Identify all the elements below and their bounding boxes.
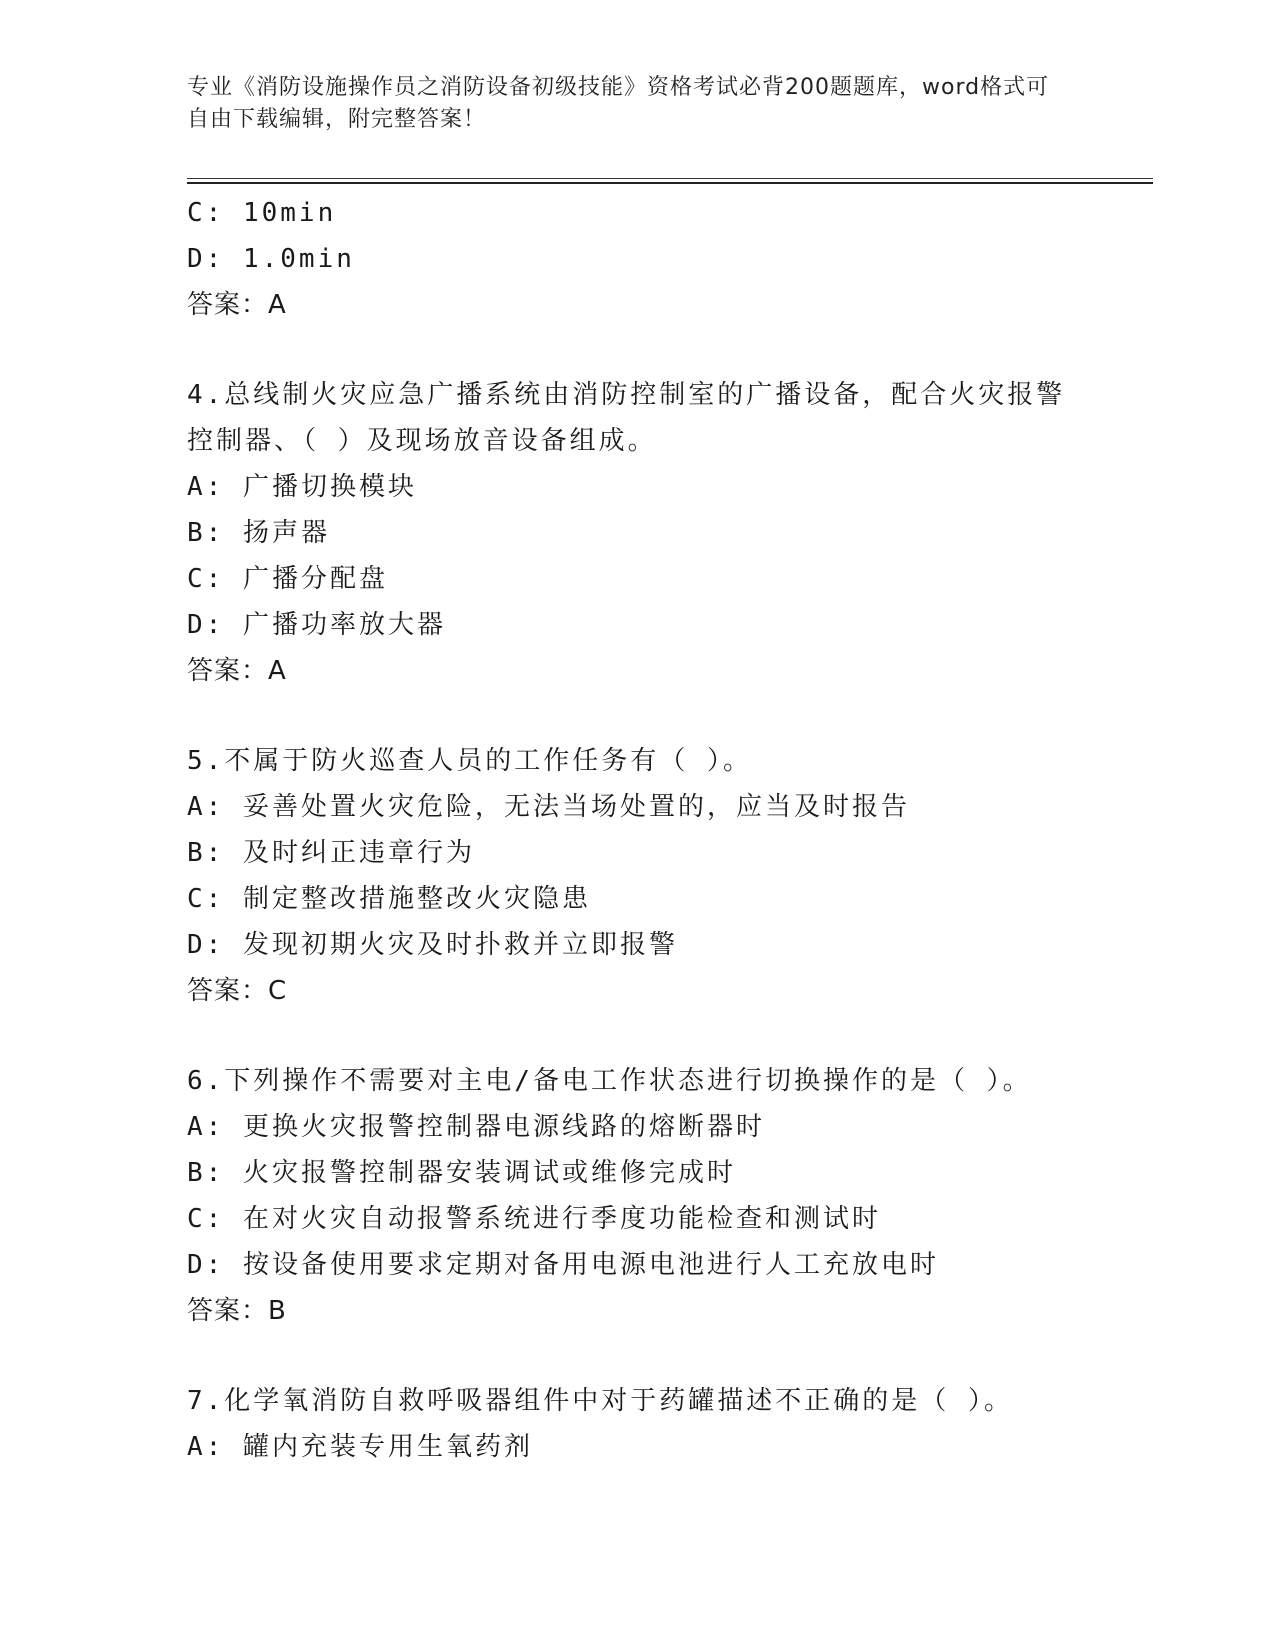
option-c: C: 广播分配盘 (187, 564, 388, 594)
option-b: B: 及时纠正违章行为 (187, 838, 475, 868)
option-c: C: 在对火灾自动报警系统进行季度功能检查和测试时 (187, 1204, 881, 1234)
option-d: D: 1.0min (187, 244, 355, 274)
header-rule-thick (187, 182, 1153, 184)
question-stem: 4.总线制火灾应急广播系统由消防控制室的广播设备，配合火灾报警 (187, 380, 1066, 410)
question-stem-cont: 控制器、（ ）及现场放音设备组成。 (187, 426, 657, 456)
option-a: A: 妥善处置火灾危险，无法当场处置的，应当及时报告 (187, 792, 910, 822)
spacer (187, 694, 1087, 738)
option-a: A: 罐内充装专用生氧药剂 (187, 1432, 533, 1462)
answer: 答案：B (187, 1296, 287, 1326)
option-c: C: 10min (187, 198, 337, 228)
option-b: B: 扬声器 (187, 518, 330, 548)
answer: 答案：A (187, 290, 287, 320)
option-d: D: 发现初期火灾及时扑救并立即报警 (187, 930, 678, 960)
question-7 (187, 1378, 1087, 1470)
option-a: A: 广播切换模块 (187, 472, 417, 502)
spacer (187, 1334, 1087, 1378)
option-d: D: 广播功率放大器 (187, 610, 446, 640)
question-list (187, 190, 1087, 1470)
question-5 (187, 738, 1087, 1014)
document-header: 专业《消防设施操作员之消防设备初级技能》资格考试必背200题题库，word格式可自由下载编辑，附完整答案！ (187, 75, 1050, 132)
option-c: C: 制定整改措施整改火灾隐患 (187, 884, 591, 914)
spacer (187, 328, 1087, 372)
answer: 答案：C (187, 976, 288, 1006)
option-b: B: 火灾报警控制器安装调试或维修完成时 (187, 1158, 736, 1188)
option-a: A: 更换火灾报警控制器电源线路的熔断器时 (187, 1112, 765, 1142)
question-4 (187, 372, 1087, 694)
answer: 答案：A (187, 656, 287, 686)
question-stem: 5.不属于防火巡查人员的工作任务有（ ）。 (187, 746, 752, 776)
question-stem: 6.下列操作不需要对主电/备电工作状态进行切换操作的是（ ）。 (187, 1066, 1032, 1096)
question-6 (187, 1058, 1087, 1334)
spacer (187, 1014, 1087, 1058)
question-3-tail (187, 190, 1087, 328)
option-d: D: 按设备使用要求定期对备用电源电池进行人工充放电时 (187, 1250, 939, 1280)
question-stem: 7.化学氧消防自救呼吸器组件中对于药罐描述不正确的是（ ）。 (187, 1386, 1013, 1416)
header-rule-thin (187, 178, 1153, 179)
